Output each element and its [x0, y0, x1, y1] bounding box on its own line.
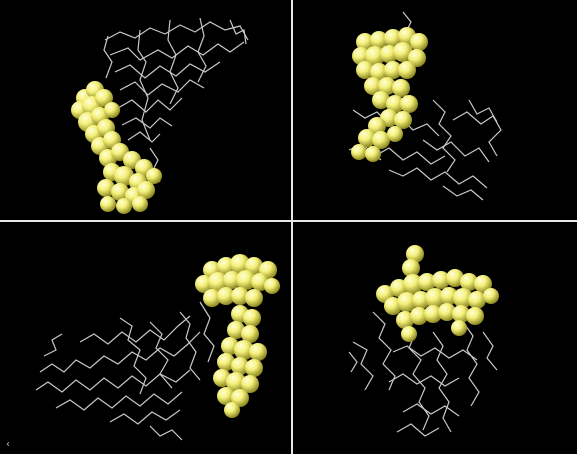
- molecule-render: [293, 0, 577, 220]
- sphere-cluster: [376, 245, 499, 342]
- molecule-render: [293, 222, 577, 454]
- stick-chain: [349, 312, 497, 436]
- panel-bottom-right: [293, 222, 577, 454]
- molecule-render: [0, 222, 291, 454]
- panel-bottom-left: [0, 222, 291, 454]
- sphere-cluster: [71, 81, 162, 214]
- stick-chain: [36, 302, 214, 440]
- sphere-cluster: [351, 27, 428, 162]
- panel-top-right: [293, 0, 577, 220]
- sphere-cluster: [195, 254, 280, 418]
- panel-top-left: [0, 0, 291, 220]
- corner-mark: ‹: [6, 439, 10, 450]
- molecule-render: [0, 0, 291, 220]
